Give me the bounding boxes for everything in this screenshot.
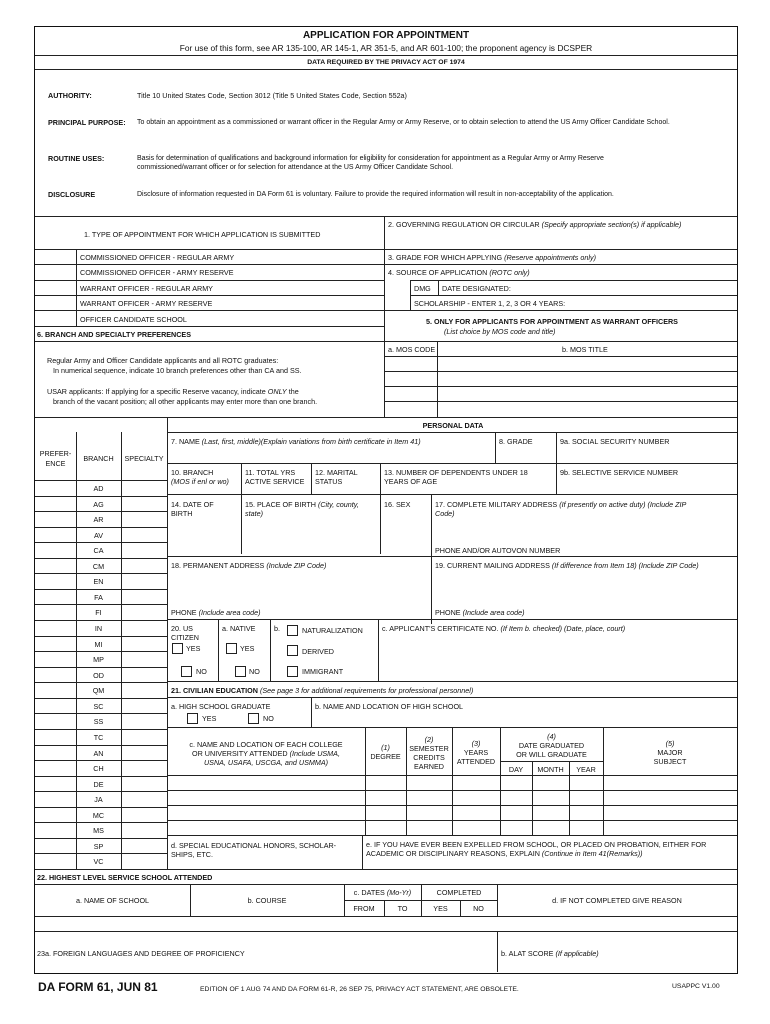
expelled-label-2: ACADEMIC OR DISCIPLINARY REASONS, EXPLAIN (Continue in Item 41(Remarks)) — [366, 849, 643, 858]
degree-header: (1) — [381, 743, 390, 752]
item-4-label: 4. SOURCE OF APPLICATION (ROTC only) — [388, 268, 530, 277]
preference-cell[interactable] — [36, 605, 75, 619]
form-subtitle: For use of this form, see AR 135-100, AR 145-1, AR 351-5, and AR 601-100; the proponent agency is DCSPER — [179, 43, 593, 53]
branch-code-od: OD — [93, 670, 104, 680]
appointment-option[interactable]: WARRANT OFFICER - REGULAR ARMY — [80, 284, 213, 293]
item-16-sex[interactable]: 16. SEX — [384, 500, 411, 509]
authority-text: Title 10 United States Code, Section 3012 (Title 5 United States Code, Section 552a) — [137, 91, 407, 100]
graduated-header-3: OR WILL GRADUATE — [516, 750, 587, 759]
branch-code-ja: JA — [94, 795, 103, 805]
preference-cell[interactable] — [36, 761, 75, 775]
branch-code-tc: TC — [93, 732, 104, 742]
section-6-instructions: Regular Army and Officer Candidate applicants and all ROTC graduates: — [47, 356, 279, 365]
branch-code-ca: CA — [93, 546, 104, 556]
years-header: (3) — [471, 739, 481, 748]
preference-cell[interactable] — [36, 699, 75, 713]
branch-code-cm: CM — [92, 561, 105, 571]
college-header-2: OR UNIVERSITY ATTENDED (Include USMA, — [192, 749, 340, 758]
specialty-cell[interactable] — [122, 559, 166, 573]
branch-code-ss: SS — [93, 717, 104, 727]
item-13-dependents[interactable]: 13. NUMBER OF DEPENDENTS UNDER 18 — [384, 468, 528, 477]
permanent-phone[interactable]: PHONE (Include area code) — [171, 608, 261, 617]
credits-header-2: SEMESTER — [409, 744, 449, 753]
native-label: a. NATIVE — [222, 624, 256, 633]
not-completed-reason-header: d. IF NOT COMPLETED GIVE REASON — [552, 896, 682, 905]
item-14-dob-2: BIRTH — [171, 509, 193, 518]
specialty-cell[interactable] — [122, 668, 166, 682]
item-12-marital-2: STATUS — [315, 477, 343, 486]
special-honors-label[interactable]: d. SPECIAL EDUCATIONAL HONORS, SCHOLAR- — [171, 841, 337, 850]
branch-code-ch: CH — [93, 764, 104, 774]
to-header: TO — [397, 904, 408, 913]
branch-code-ad: AD — [93, 484, 104, 493]
appointment-option[interactable]: WARRANT OFFICER - ARMY RESERVE — [80, 299, 213, 308]
preference-cell[interactable] — [36, 512, 75, 526]
naturalization-checkbox[interactable] — [287, 625, 298, 636]
preference-cell[interactable] — [36, 621, 75, 635]
preference-cell[interactable] — [36, 746, 75, 760]
item-14-dob[interactable]: 14. DATE OF — [171, 500, 214, 509]
mos-code-header: a. MOS CODE — [388, 345, 436, 354]
form-number: DA FORM 61, JUN 81 — [38, 980, 158, 994]
specialty-cell[interactable] — [122, 497, 166, 511]
purpose-text: To obtain an appointment as a commissioned or warrant officer in the Regular Army or Army Reserve, or to obtain selection to attend the US Army Officer Candidate School. — [137, 119, 670, 126]
specialty-cell[interactable] — [122, 777, 166, 791]
item-19-mailing-address[interactable]: 19. CURRENT MAILING ADDRESS (If difference from Item 18) (Include ZIP Code) — [435, 561, 699, 570]
item-12-marital[interactable]: 12. MARITAL — [315, 468, 358, 477]
section-6-usar: USAR applicants: If applying for a specific Reserve vacancy, indicate ONLY the — [47, 387, 299, 396]
item-10-branch[interactable]: 10. BRANCH — [171, 468, 214, 477]
branch-code-qm: QM — [92, 686, 105, 696]
specialty-cell[interactable] — [122, 714, 166, 728]
college-header: c. NAME AND LOCATION OF EACH COLLEGE — [189, 740, 343, 749]
preference-cell[interactable] — [36, 839, 75, 853]
item-11-total-years[interactable]: 11. TOTAL YRS — [245, 468, 296, 477]
hs-graduate-yes-checkbox[interactable] — [187, 713, 198, 724]
appointment-option[interactable]: OFFICER CANDIDATE SCHOOL — [80, 315, 187, 324]
branch-code-sc: SC — [93, 701, 104, 711]
item-17-note: Code) — [435, 509, 455, 518]
completed-yes-header: YES — [433, 904, 448, 913]
preference-cell[interactable] — [36, 854, 75, 868]
specialty-cell[interactable] — [122, 823, 166, 837]
dmg-field[interactable]: DMG — [414, 284, 431, 293]
branch-code-in: IN — [94, 624, 103, 634]
citizen-yes-checkbox[interactable] — [172, 643, 183, 654]
item-11-total-years-2: ACTIVE SERVICE — [245, 477, 305, 486]
edition-notice: EDITION OF 1 AUG 74 AND DA FORM 61-R, 26 SEP 75, PRIVACY ACT STATEMENT, ARE OBSOLETE. — [200, 986, 519, 993]
preference-cell[interactable] — [36, 497, 75, 511]
citizen-no-checkbox[interactable] — [181, 666, 192, 677]
branch-code-ar: AR — [93, 515, 104, 525]
routine-uses-text-2: commissioned/warrant officer or for selection for attendance at the US Army Officer Candidate School. — [137, 164, 454, 171]
derived-label: DERIVED — [302, 647, 334, 656]
immigrant-checkbox[interactable] — [287, 666, 298, 677]
hs-graduate-no-checkbox[interactable] — [248, 713, 259, 724]
preference-cell[interactable] — [36, 590, 75, 604]
b-label: b. — [274, 624, 280, 633]
branch-code-av: AV — [93, 530, 104, 540]
specialty-cell[interactable] — [122, 637, 166, 651]
native-no-label: NO — [249, 667, 260, 676]
specialty-cell[interactable] — [122, 746, 166, 760]
branch-code-fa: FA — [94, 592, 103, 602]
graduated-header: (4) — [547, 732, 556, 741]
specialty-cell[interactable] — [122, 699, 166, 713]
item-10-note: (MOS if enl or wo) — [171, 477, 229, 486]
native-yes-checkbox[interactable] — [226, 643, 237, 654]
form-title: APPLICATION FOR APPOINTMENT — [302, 30, 470, 41]
specialty-cell[interactable] — [122, 481, 166, 495]
specialty-cell[interactable] — [122, 574, 166, 588]
preference-cell[interactable] — [36, 652, 75, 666]
preference-cell[interactable] — [36, 559, 75, 573]
item-18-permanent-address[interactable]: 18. PERMANENT ADDRESS (Include ZIP Code) — [171, 561, 327, 570]
preference-cell[interactable] — [36, 668, 75, 682]
appointment-option[interactable]: COMMISSIONED OFFICER - ARMY RESERVE — [80, 268, 234, 277]
item-15-pob-note: state) — [245, 509, 263, 518]
major-header: (5) — [665, 739, 675, 748]
date-designated-field[interactable]: DATE DESIGNATED: — [442, 284, 511, 293]
major-header-3: SUBJECT — [653, 757, 687, 766]
citizen-no-label: NO — [196, 667, 207, 676]
preference-cell[interactable] — [36, 730, 75, 744]
native-yes-label: YES — [240, 644, 255, 653]
preference-cell[interactable] — [36, 574, 75, 588]
specialty-header: SPECIALTY — [124, 454, 164, 463]
preference-cell[interactable] — [36, 714, 75, 728]
native-no-checkbox[interactable] — [235, 666, 246, 677]
disclosure-text: Disclosure of information requested in DA Form 61 is voluntary. Failure to provide the required information will result in non-acceptability of the application. — [137, 191, 614, 198]
personal-data-heading: PERSONAL DATA — [422, 421, 484, 430]
high-school-name-label[interactable]: b. NAME AND LOCATION OF HIGH SCHOOL — [315, 702, 464, 711]
major-header-2: MAJOR — [657, 748, 683, 757]
specialty-cell[interactable] — [122, 590, 166, 604]
item-23a-languages[interactable]: 23a. FOREIGN LANGUAGES AND DEGREE OF PROFICIENCY — [37, 949, 245, 958]
dates-header: c. DATES (Mo-Yr) — [353, 888, 412, 897]
branch-code-mi: MI — [94, 639, 103, 649]
item-15-pob[interactable]: 15. PLACE OF BIRTH (City, county, — [245, 500, 359, 509]
hs-graduate-yes-label: YES — [202, 714, 217, 723]
item-2-label: 2. GOVERNING REGULATION OR CIRCULAR (Specify appropriate section(s) if applicable) — [388, 220, 682, 229]
disclosure-label: DISCLOSURE — [48, 190, 96, 199]
college-header-3: USNA, USAFA, USCGA, and USMMA) — [203, 758, 329, 767]
course-header: b. COURSE — [247, 896, 287, 905]
branch-code-fi: FI — [95, 608, 102, 618]
graduated-header-2: DATE GRADUATED — [518, 741, 585, 750]
completed-header: COMPLETED — [436, 888, 482, 897]
immigrant-label: IMMIGRANT — [302, 667, 344, 676]
specialty-cell[interactable] — [122, 854, 166, 868]
day-header: DAY — [508, 765, 524, 774]
expelled-label[interactable]: e. IF YOU HAVE EVER BEEN EXPELLED FROM SCHOOL, OR PLACED ON PROBATION, EITHER FOR — [366, 840, 707, 849]
branch-header: BRANCH — [83, 454, 114, 463]
item-20-citizen: 20. US — [171, 624, 193, 633]
item-23b-alat-score[interactable]: b. ALAT SCORE (If applicable) — [501, 949, 599, 958]
credits-header-4: EARNED — [414, 762, 444, 771]
preference-header-2: ENCE — [45, 459, 66, 468]
item-20-citizen-2: CITIZEN — [171, 633, 199, 642]
preference-cell[interactable] — [36, 543, 75, 557]
mos-title-header: b. MOS TITLE — [562, 345, 608, 354]
hs-graduate-no-label: NO — [263, 714, 274, 723]
branch-code-en: EN — [93, 577, 104, 587]
scholarship-field[interactable]: SCHOLARSHIP - ENTER 1, 2, 3 OR 4 YEARS: — [414, 299, 566, 308]
preference-cell[interactable] — [36, 823, 75, 837]
item-8-grade[interactable]: 8. GRADE — [499, 437, 533, 446]
specialty-cell[interactable] — [122, 621, 166, 635]
degree-header-2: DEGREE — [370, 752, 401, 761]
month-header: MONTH — [537, 765, 564, 774]
phone-autovon-label: PHONE AND/OR AUTOVON NUMBER — [435, 546, 561, 555]
item-13-dependents-2: YEARS OF AGE — [384, 477, 438, 486]
specialty-cell[interactable] — [122, 652, 166, 666]
year-header: YEAR — [576, 765, 596, 774]
version-label: USAPPC V1.00 — [672, 983, 720, 990]
privacy-heading: DATA REQUIRED BY THE PRIVACY ACT OF 1974 — [307, 59, 465, 66]
credits-header-3: CREDITS — [413, 753, 445, 762]
branch-code-ag: AG — [93, 499, 104, 509]
years-header-3: ATTENDED — [456, 757, 496, 766]
years-header-2: YEARS — [463, 748, 489, 757]
item-1-label: 1. TYPE OF APPOINTMENT FOR WHICH APPLICATION IS SUBMITTED — [84, 230, 321, 239]
preference-cell[interactable] — [36, 808, 75, 822]
high-school-graduate-label: a. HIGH SCHOOL GRADUATE — [171, 702, 271, 711]
item-21-civilian-education: 21. CIVILIAN EDUCATION (See page 3 for additional requirements for professional personnel) — [171, 686, 474, 695]
preference-header: PREFER- — [39, 449, 72, 458]
branch-code-de: DE — [93, 779, 104, 789]
item-7-name[interactable]: 7. NAME (Last, first, middle)(Explain variations from birth certificate in Item 41) — [171, 437, 421, 446]
item-9b-selective-service[interactable]: 9b. SELECTIVE SERVICE NUMBER — [560, 468, 679, 477]
specialty-cell[interactable] — [122, 543, 166, 557]
item-5-note: (List choice by MOS code and title) — [444, 327, 556, 336]
item-22-label: 22. HIGHEST LEVEL SERVICE SCHOOL ATTENDED — [37, 873, 213, 882]
item-6-label: 6. BRANCH AND SPECIALTY PREFERENCES — [37, 330, 192, 339]
authority-label: AUTHORITY: — [48, 91, 92, 100]
section-6-instructions-2: In numerical sequence, indicate 10 branch preferences other than CA and SS. — [53, 366, 302, 375]
certificate-number[interactable]: c. APPLICANT'S CERTIFICATE NO. (If Item b. checked) (Date, place, court) — [382, 624, 626, 633]
specialty-cell[interactable] — [122, 512, 166, 526]
routine-uses-text: Basis for determination of qualifications and background information for eligibility for consideration for appointment as a Regular Army or Army Reserve — [137, 155, 604, 162]
preference-cell[interactable] — [36, 481, 75, 495]
completed-no-header: NO — [473, 904, 484, 913]
credits-header: (2) — [424, 735, 434, 744]
naturalization-label: NATURALIZATION — [302, 626, 363, 635]
preference-cell[interactable] — [36, 683, 75, 697]
specialty-cell[interactable] — [122, 730, 166, 744]
preference-cell[interactable] — [36, 777, 75, 791]
branch-code-ms: MS — [93, 826, 104, 836]
school-name-header: a. NAME OF SCHOOL — [75, 896, 150, 905]
specialty-cell[interactable] — [122, 839, 166, 853]
specialty-cell[interactable] — [122, 808, 166, 822]
item-3-label: 3. GRADE FOR WHICH APPLYING (Reserve appointments only) — [388, 253, 596, 262]
branch-code-an: AN — [93, 748, 104, 758]
citizen-yes-label: YES — [186, 644, 201, 653]
preference-cell[interactable] — [36, 528, 75, 542]
derived-checkbox[interactable] — [287, 645, 298, 656]
specialty-cell[interactable] — [122, 528, 166, 542]
branch-code-mc: MC — [92, 810, 105, 820]
specialty-cell[interactable] — [122, 683, 166, 697]
branch-code-vc: VC — [93, 857, 104, 867]
appointment-option[interactable]: COMMISSIONED OFFICER - REGULAR ARMY — [80, 253, 235, 262]
item-9a-ssn[interactable]: 9a. SOCIAL SECURITY NUMBER — [560, 437, 670, 446]
from-header: FROM — [353, 904, 375, 913]
purpose-label: PRINCIPAL PURPOSE: — [48, 118, 126, 127]
specialty-cell[interactable] — [122, 605, 166, 619]
item-17-military-address[interactable]: 17. COMPLETE MILITARY ADDRESS (If presently on active duty) (Include ZIP — [435, 500, 687, 509]
branch-code-sp: SP — [93, 841, 104, 851]
specialty-cell[interactable] — [122, 761, 166, 775]
preference-cell[interactable] — [36, 637, 75, 651]
section-6-usar-2: branch of the vacant position; all other applicants may enter more than one branch. — [53, 397, 318, 406]
routine-uses-label: ROUTINE USES: — [48, 154, 105, 163]
branch-code-mp: MP — [93, 655, 104, 665]
special-honors-label-2: SHIPS, ETC. — [171, 850, 213, 859]
preference-cell[interactable] — [36, 792, 75, 806]
specialty-cell[interactable] — [122, 792, 166, 806]
mailing-phone[interactable]: PHONE (Include area code) — [435, 608, 525, 617]
item-5-label: 5. ONLY FOR APPLICANTS FOR APPOINTMENT AS WARRANT OFFICERS — [426, 317, 678, 326]
